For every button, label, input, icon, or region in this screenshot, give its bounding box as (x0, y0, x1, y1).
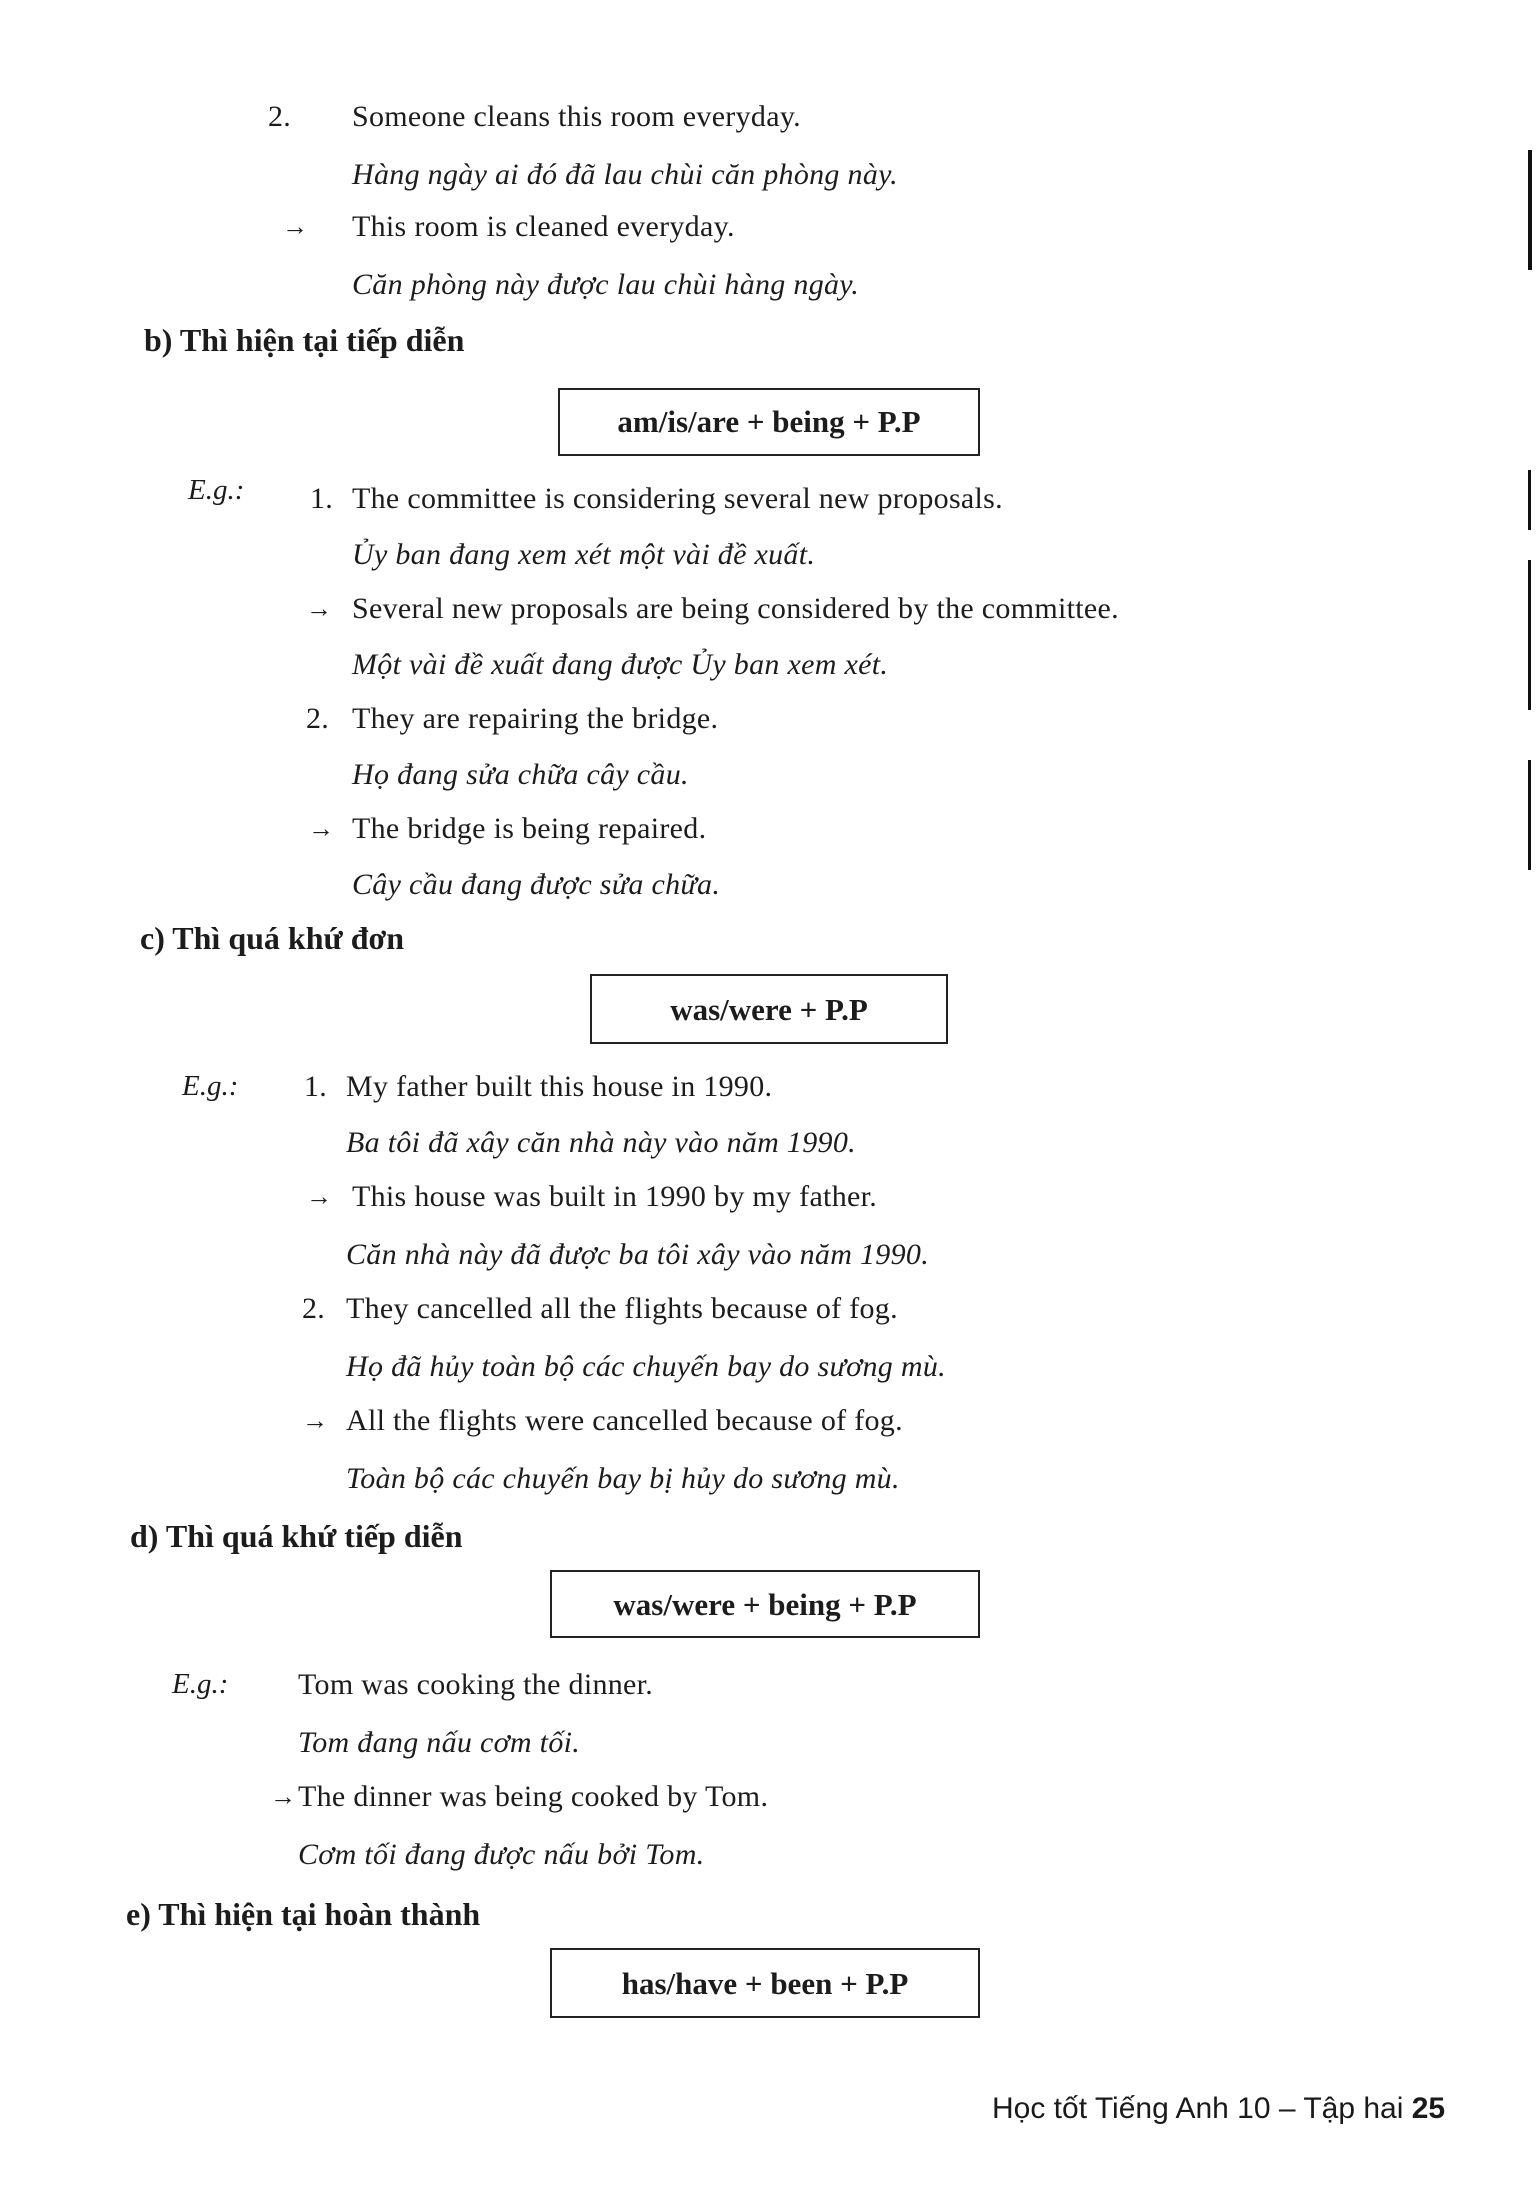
example-translation: Ba tôi đã xây căn nhà này vào năm 1990. (346, 1126, 856, 1159)
arrow-icon: → (306, 594, 332, 623)
example-number: 1. (304, 1070, 328, 1103)
formula-text: was/were + being + P.P (613, 1587, 917, 1622)
example-active-sentence: My father built this house in 1990. (346, 1070, 773, 1103)
formula-box (550, 1948, 980, 2018)
page-footer (992, 2092, 1445, 2126)
arrow-icon: → (308, 814, 334, 843)
example-passive-sentence: Several new proposals are being considered by the committee. (352, 592, 1119, 625)
formula-text: am/is/are + being + P.P (617, 404, 921, 439)
formula-box (550, 1570, 980, 1638)
arrow-icon: → (282, 212, 308, 241)
example-passive-sentence: This house was built in 1990 by my father. (352, 1180, 878, 1213)
example-translation: Họ đã hủy toàn bộ các chuyến bay do sương mù. (346, 1350, 946, 1383)
example-translation: Cơm tối đang được nấu bởi Tom. (298, 1838, 705, 1871)
formula-text: was/were + P.P (670, 992, 868, 1027)
eg-label: E.g.: (188, 474, 245, 506)
section-heading: c) Thì quá khứ đơn (140, 920, 405, 956)
eg-label: E.g.: (182, 1070, 239, 1102)
example-active-sentence: Someone cleans this room everyday. (352, 100, 801, 133)
book-title: Học tốt Tiếng Anh 10 – Tập hai (992, 2092, 1404, 2125)
section-heading: d) Thì quá khứ tiếp diễn (130, 1518, 463, 1554)
example-active-sentence: Tom was cooking the dinner. (298, 1668, 654, 1701)
example-translation: Họ đang sửa chữa cây cầu. (352, 758, 689, 791)
example-passive-sentence: The dinner was being cooked by Tom. (298, 1780, 769, 1813)
example-passive-sentence: All the flights were cancelled because of fog. (346, 1404, 903, 1437)
example-translation: Toàn bộ các chuyến bay bị hủy do sương mù. (346, 1462, 900, 1495)
example-translation: Căn phòng này được lau chùi hàng ngày. (352, 268, 860, 301)
example-translation: Hàng ngày ai đó đã lau chùi căn phòng này. (352, 158, 898, 191)
scan-edge-mark (1528, 560, 1531, 710)
example-number: 2. (268, 100, 292, 133)
eg-label: E.g.: (172, 1668, 229, 1700)
example-translation: Một vài đề xuất đang được Ủy ban xem xét. (352, 648, 889, 681)
formula-text: has/have + been + P.P (621, 1966, 909, 2001)
example-translation: Căn nhà này đã được ba tôi xây vào năm 1990. (346, 1238, 929, 1271)
example-translation: Tom đang nấu cơm tối. (298, 1726, 581, 1759)
arrow-icon: → (302, 1406, 328, 1435)
example-active-sentence: They cancelled all the flights because of fog. (346, 1292, 898, 1325)
example-number: 2. (302, 1292, 326, 1325)
page-number: 25 (1411, 2092, 1446, 2125)
scan-edge-mark (1528, 470, 1531, 530)
example-number: 1. (310, 482, 334, 515)
example-translation: Ủy ban đang xem xét một vài đề xuất. (352, 538, 816, 571)
section-heading: b) Thì hiện tại tiếp diễn (144, 322, 465, 358)
arrow-icon: → (270, 1782, 296, 1811)
example-passive-sentence: This room is cleaned everyday. (352, 210, 735, 243)
example-number: 2. (306, 702, 330, 735)
section-heading: e) Thì hiện tại hoàn thành (126, 1896, 481, 1932)
example-active-sentence: The committee is considering several new proposals. (352, 482, 1003, 515)
scan-edge-mark (1528, 760, 1531, 870)
example-translation: Cây cầu đang được sửa chữa. (352, 868, 721, 901)
formula-box (590, 974, 948, 1044)
scan-edge-mark (1528, 150, 1532, 270)
arrow-icon: → (306, 1182, 332, 1211)
formula-box (558, 388, 980, 456)
example-passive-sentence: The bridge is being repaired. (352, 812, 707, 845)
example-active-sentence: They are repairing the bridge. (352, 702, 719, 735)
